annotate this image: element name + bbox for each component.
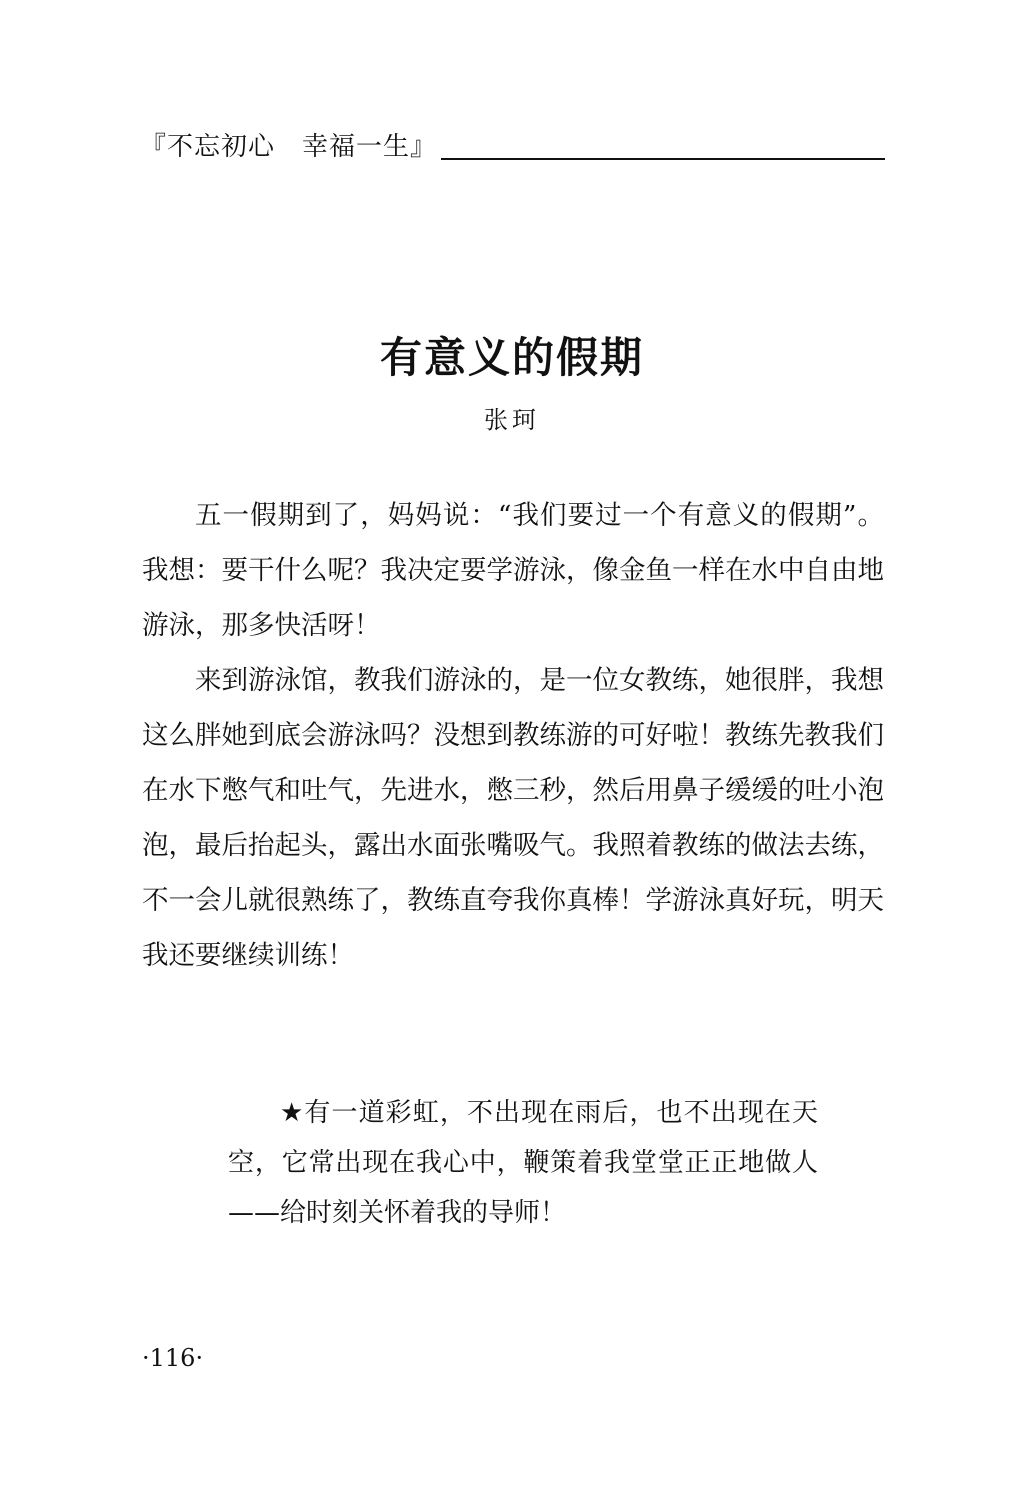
quote-box [228,1088,818,1238]
running-title: 『不忘初心 幸福一生』 [140,132,438,162]
paragraph: 五一假期到了，妈妈说：“我们要过一个有意义的假期”。我想：要干什么呢？我决定要学游泳，像金鱼一样在水中自由地游泳，那多快活呀！ [142,500,884,641]
page-number: ·116· [142,1344,204,1372]
article-title: 有意义的假期 [379,333,644,382]
header-rule [441,158,885,160]
quote-text: ★有一道彩虹，不出现在雨后，也不出现在天空，它常出现在我心中，鞭策着我堂堂正正地做人——给时刻关怀着我的导师！ [228,1098,818,1228]
article-author: 张珂 [484,406,540,434]
article-body [142,488,884,983]
paragraph: 来到游泳馆，教我们游泳的，是一位女教练，她很胖，我想这么胖她到底会游泳吗？没想到教练游的可好啦！教练先教我们在水下憋气和吐气，先进水，憋三秒，然后用鼻子缓缓的吐小泡泡，最后抬起头，露出水面张嘴吸气。我照着教练的做法去练，不一会儿就很熟练了，教练直夸我你真棒！学游泳真好玩，明天我还要继续训练！ [142,665,884,971]
running-header [140,128,885,162]
